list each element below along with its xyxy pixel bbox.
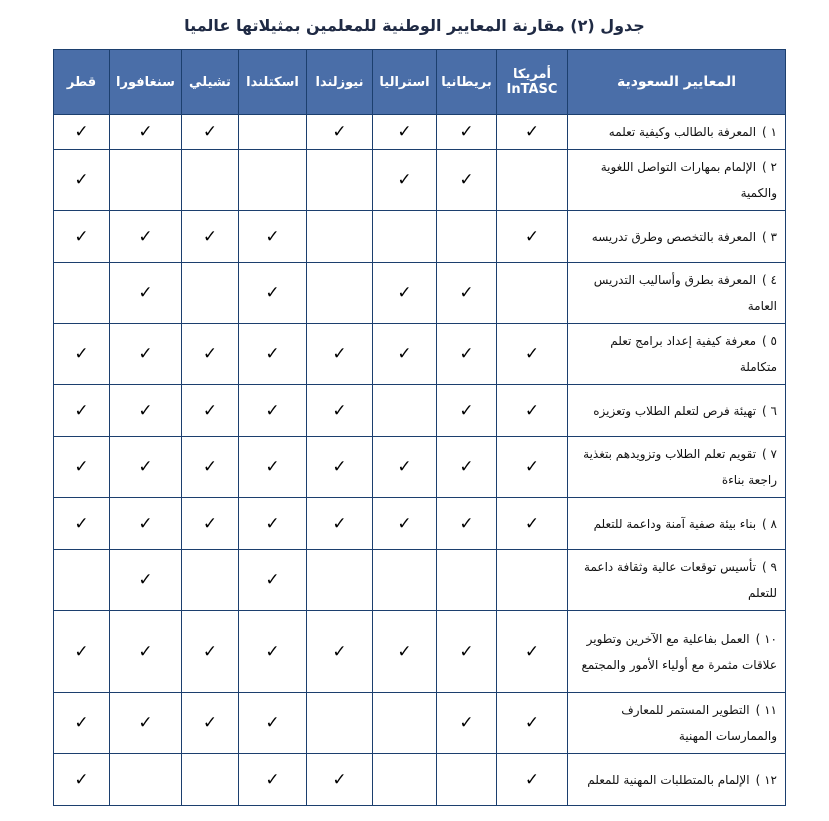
- criterion-text: العمل بفاعلية مع الآخرين وتطوير علاقات مثمرة مع أولياء الأمور والمجتمع: [581, 631, 777, 672]
- country-header: قطر: [54, 50, 110, 115]
- criterion-cell: [568, 263, 786, 324]
- country-header: [497, 50, 568, 115]
- table-row: [54, 263, 786, 324]
- check-cell: [239, 611, 307, 693]
- check-cell: [182, 211, 239, 263]
- check-cell: [373, 498, 437, 550]
- checkmark-icon: ✓: [332, 122, 347, 142]
- check-cell: [110, 115, 182, 150]
- table-row: [54, 324, 786, 385]
- checkmark-icon: ✓: [524, 641, 540, 662]
- table-row: [54, 115, 786, 150]
- checkmark-icon: ✓: [332, 457, 347, 477]
- criterion-text: بناء بيئة صفية آمنة وداعمة للتعلم: [593, 516, 757, 531]
- checkmark-icon: ✓: [138, 513, 153, 534]
- criterion-number: ١٠ ): [755, 631, 777, 646]
- check-cell: [437, 437, 497, 498]
- checkmark-icon: ✓: [332, 400, 347, 421]
- checkmark-icon: ✓: [202, 457, 218, 477]
- checkmark-icon: ✓: [397, 344, 412, 364]
- check-cell: [239, 754, 307, 806]
- checkmark-icon: ✓: [138, 344, 153, 364]
- check-cell: [497, 754, 568, 806]
- criterion-number: ٩ ): [762, 560, 777, 574]
- check-cell: [239, 693, 307, 754]
- criterion-text: المعرفة بطرق وأساليب التدريس العامة: [593, 273, 777, 313]
- table-row: [54, 150, 786, 211]
- check-cell: [182, 324, 239, 385]
- check-cell: [437, 211, 497, 263]
- check-cell: [110, 693, 182, 754]
- check-cell: [54, 211, 110, 263]
- criterion-cell: [568, 324, 786, 385]
- checkmark-icon: ✓: [202, 344, 218, 364]
- check-cell: [437, 550, 497, 611]
- checkmark-icon: ✓: [265, 344, 280, 364]
- checkmark-icon: ✓: [459, 513, 474, 534]
- criterion-text: المعرفة بالتخصص وطرق تدريسه: [591, 229, 757, 244]
- check-cell: [497, 693, 568, 754]
- criterion-number: ١١ ): [755, 703, 777, 717]
- check-cell: [54, 498, 110, 550]
- check-cell: [110, 611, 182, 693]
- checkmark-icon: ✓: [74, 513, 89, 534]
- country-header: سنغافورا: [110, 50, 182, 115]
- country-sub-label: InTASC: [506, 82, 558, 97]
- checkmark-icon: ✓: [138, 122, 153, 142]
- criterion-text: تأسيس توقعات عالية وثقافة داعمة للتعلم: [584, 560, 777, 600]
- criterion-text: تهيئة فرص لتعلم الطلاب وتعزيزه: [593, 403, 757, 418]
- checkmark-icon: ✓: [524, 769, 540, 790]
- table-row: [54, 550, 786, 611]
- checkmark-icon: ✓: [524, 400, 540, 421]
- criterion-cell: [568, 754, 786, 806]
- check-cell: [437, 754, 497, 806]
- check-cell: [54, 550, 110, 611]
- check-cell: [182, 550, 239, 611]
- check-cell: [182, 611, 239, 693]
- checkmark-icon: ✓: [524, 713, 540, 733]
- checkmark-icon: ✓: [138, 283, 153, 303]
- checkmark-icon: ✓: [202, 226, 218, 247]
- checkmark-icon: ✓: [459, 344, 474, 364]
- criterion-text: التطوير المستمر للمعارف والممارسات المهنية: [621, 703, 777, 743]
- criterion-cell: [568, 550, 786, 611]
- check-cell: [497, 324, 568, 385]
- checkmark-icon: ✓: [265, 457, 280, 477]
- checkmark-icon: ✓: [202, 122, 218, 142]
- checkmark-icon: ✓: [138, 457, 153, 477]
- check-cell: [54, 437, 110, 498]
- country-header: تشيلي: [182, 50, 239, 115]
- checkmark-icon: ✓: [459, 122, 474, 142]
- checkmark-icon: ✓: [138, 641, 153, 662]
- check-cell: [437, 150, 497, 211]
- checkmark-icon: ✓: [265, 570, 280, 590]
- checkmark-icon: ✓: [459, 400, 474, 421]
- check-cell: [110, 498, 182, 550]
- criterion-text: معرفة كيفية إعداد برامج تعلم متكاملة: [610, 334, 777, 374]
- check-cell: [437, 693, 497, 754]
- checkmark-icon: ✓: [397, 457, 412, 477]
- checkmark-icon: ✓: [202, 641, 218, 662]
- check-cell: [373, 211, 437, 263]
- table-row: [54, 611, 786, 693]
- check-cell: [239, 550, 307, 611]
- checkmark-icon: ✓: [74, 457, 89, 477]
- check-cell: [307, 385, 373, 437]
- check-cell: [373, 550, 437, 611]
- check-cell: [182, 754, 239, 806]
- checkmark-icon: ✓: [332, 344, 347, 364]
- check-cell: [373, 324, 437, 385]
- check-cell: [307, 437, 373, 498]
- checkmark-icon: ✓: [202, 513, 218, 534]
- check-cell: [437, 115, 497, 150]
- checkmark-icon: ✓: [74, 713, 89, 733]
- check-cell: [182, 263, 239, 324]
- check-cell: [307, 150, 373, 211]
- criterion-number: ٤ ): [762, 273, 777, 287]
- checkmark-icon: ✓: [265, 283, 280, 303]
- checkmark-icon: ✓: [265, 226, 280, 247]
- check-cell: [307, 115, 373, 150]
- checkmark-icon: ✓: [397, 122, 412, 142]
- criterion-cell: [568, 211, 786, 263]
- check-cell: [497, 211, 568, 263]
- checkmark-icon: ✓: [524, 344, 540, 364]
- checkmark-icon: ✓: [524, 513, 540, 534]
- check-cell: [110, 437, 182, 498]
- table-body: [54, 115, 786, 806]
- checkmark-icon: ✓: [459, 641, 474, 662]
- checkmark-icon: ✓: [524, 457, 540, 477]
- check-cell: [182, 498, 239, 550]
- criterion-number: ٨ ): [762, 516, 777, 531]
- criterion-cell: [568, 611, 786, 693]
- criterion-cell: [568, 437, 786, 498]
- check-cell: [497, 498, 568, 550]
- checkmark-icon: ✓: [74, 344, 89, 364]
- check-cell: [182, 693, 239, 754]
- country-name: أمريكا: [513, 67, 551, 82]
- check-cell: [497, 437, 568, 498]
- checkmark-icon: ✓: [397, 170, 412, 190]
- check-cell: [373, 385, 437, 437]
- check-cell: [437, 385, 497, 437]
- checkmark-icon: ✓: [524, 122, 540, 142]
- check-cell: [239, 150, 307, 211]
- check-cell: [497, 115, 568, 150]
- check-cell: [307, 263, 373, 324]
- criterion-number: ١ ): [762, 125, 777, 139]
- checkmark-icon: ✓: [138, 570, 153, 590]
- check-cell: [54, 115, 110, 150]
- checkmark-icon: ✓: [459, 713, 474, 733]
- table-title: جدول (٢) مقارنة المعايير الوطنية للمعلمين بمثيلاتها عالميا: [184, 16, 645, 35]
- check-cell: [373, 611, 437, 693]
- check-cell: [110, 150, 182, 211]
- check-cell: [239, 211, 307, 263]
- table-row: [54, 754, 786, 806]
- check-cell: [437, 498, 497, 550]
- checkmark-icon: ✓: [202, 713, 218, 733]
- check-cell: [497, 550, 568, 611]
- check-cell: [437, 611, 497, 693]
- check-cell: [110, 754, 182, 806]
- table-row: [54, 693, 786, 754]
- criterion-text: الإلمام بمهارات التواصل اللغوية والكمية: [600, 160, 777, 200]
- check-cell: [373, 263, 437, 324]
- criterion-cell: [568, 150, 786, 211]
- check-cell: [54, 324, 110, 385]
- check-cell: [497, 385, 568, 437]
- checkmark-icon: ✓: [332, 641, 347, 662]
- criterion-number: ١٢ ): [755, 772, 777, 787]
- criterion-number: ٦ ): [762, 403, 777, 418]
- check-cell: [307, 211, 373, 263]
- table-row: [54, 437, 786, 498]
- checkmark-icon: ✓: [459, 283, 474, 303]
- check-cell: [307, 324, 373, 385]
- checkmark-icon: ✓: [74, 170, 89, 190]
- check-cell: [110, 324, 182, 385]
- criterion-cell: [568, 498, 786, 550]
- check-cell: [437, 263, 497, 324]
- check-cell: [239, 385, 307, 437]
- check-cell: [307, 498, 373, 550]
- checkmark-icon: ✓: [524, 226, 540, 247]
- check-cell: [54, 693, 110, 754]
- check-cell: [182, 150, 239, 211]
- table-row: [54, 385, 786, 437]
- checkmark-icon: ✓: [265, 713, 280, 733]
- criterion-number: ٢ ): [762, 160, 777, 174]
- check-cell: [54, 611, 110, 693]
- criteria-column-header: المعايير السعودية: [568, 50, 786, 115]
- check-cell: [307, 693, 373, 754]
- check-cell: [54, 385, 110, 437]
- check-cell: [373, 115, 437, 150]
- checkmark-icon: ✓: [332, 513, 347, 534]
- checkmark-icon: ✓: [265, 513, 280, 534]
- check-cell: [497, 150, 568, 211]
- check-cell: [239, 498, 307, 550]
- check-cell: [373, 693, 437, 754]
- checkmark-icon: ✓: [265, 641, 280, 662]
- country-header: اسكتلندا: [239, 50, 307, 115]
- check-cell: [110, 385, 182, 437]
- checkmark-icon: ✓: [138, 226, 153, 247]
- check-cell: [110, 211, 182, 263]
- check-cell: [437, 324, 497, 385]
- criterion-cell: [568, 693, 786, 754]
- check-cell: [54, 754, 110, 806]
- check-cell: [497, 611, 568, 693]
- comparison-table: [53, 49, 786, 806]
- checkmark-icon: ✓: [332, 769, 347, 790]
- check-cell: [239, 324, 307, 385]
- check-cell: [373, 754, 437, 806]
- table-row: [54, 498, 786, 550]
- check-cell: [54, 263, 110, 324]
- criterion-text: تقويم تعلم الطلاب وتزويدهم بتغذية راجعة بناءة: [583, 447, 777, 487]
- header-row: [54, 50, 786, 115]
- check-cell: [307, 611, 373, 693]
- checkmark-icon: ✓: [265, 769, 280, 790]
- checkmark-icon: ✓: [397, 641, 412, 662]
- checkmark-icon: ✓: [397, 283, 412, 303]
- check-cell: [239, 263, 307, 324]
- checkmark-icon: ✓: [459, 170, 474, 190]
- check-cell: [182, 385, 239, 437]
- check-cell: [497, 263, 568, 324]
- criterion-text: المعرفة بالطالب وكيفية تعلمه: [608, 125, 757, 139]
- check-cell: [239, 115, 307, 150]
- table-row: [54, 211, 786, 263]
- criterion-number: ٥ ): [762, 334, 777, 348]
- checkmark-icon: ✓: [459, 457, 474, 477]
- criterion-cell: [568, 115, 786, 150]
- check-cell: [239, 437, 307, 498]
- check-cell: [54, 150, 110, 211]
- country-header: نيوزلندا: [307, 50, 373, 115]
- check-cell: [110, 550, 182, 611]
- check-cell: [307, 754, 373, 806]
- checkmark-icon: ✓: [265, 400, 280, 421]
- checkmark-icon: ✓: [74, 226, 89, 247]
- check-cell: [182, 115, 239, 150]
- checkmark-icon: ✓: [74, 769, 89, 790]
- check-cell: [307, 550, 373, 611]
- country-header: بريطانيا: [437, 50, 497, 115]
- checkmark-icon: ✓: [74, 400, 89, 421]
- checkmark-icon: ✓: [138, 400, 153, 421]
- criterion-number: ٧ ): [762, 447, 777, 461]
- criterion-cell: [568, 385, 786, 437]
- check-cell: [373, 150, 437, 211]
- country-header: استراليا: [373, 50, 437, 115]
- check-cell: [110, 263, 182, 324]
- checkmark-icon: ✓: [138, 713, 153, 733]
- checkmark-icon: ✓: [74, 122, 89, 142]
- checkmark-icon: ✓: [397, 513, 412, 534]
- check-cell: [182, 437, 239, 498]
- checkmark-icon: ✓: [202, 400, 218, 421]
- criterion-number: ٣ ): [762, 229, 777, 244]
- checkmark-icon: ✓: [74, 641, 89, 662]
- criterion-text: الإلمام بالمتطلبات المهنية للمعلم: [587, 772, 750, 787]
- check-cell: [373, 437, 437, 498]
